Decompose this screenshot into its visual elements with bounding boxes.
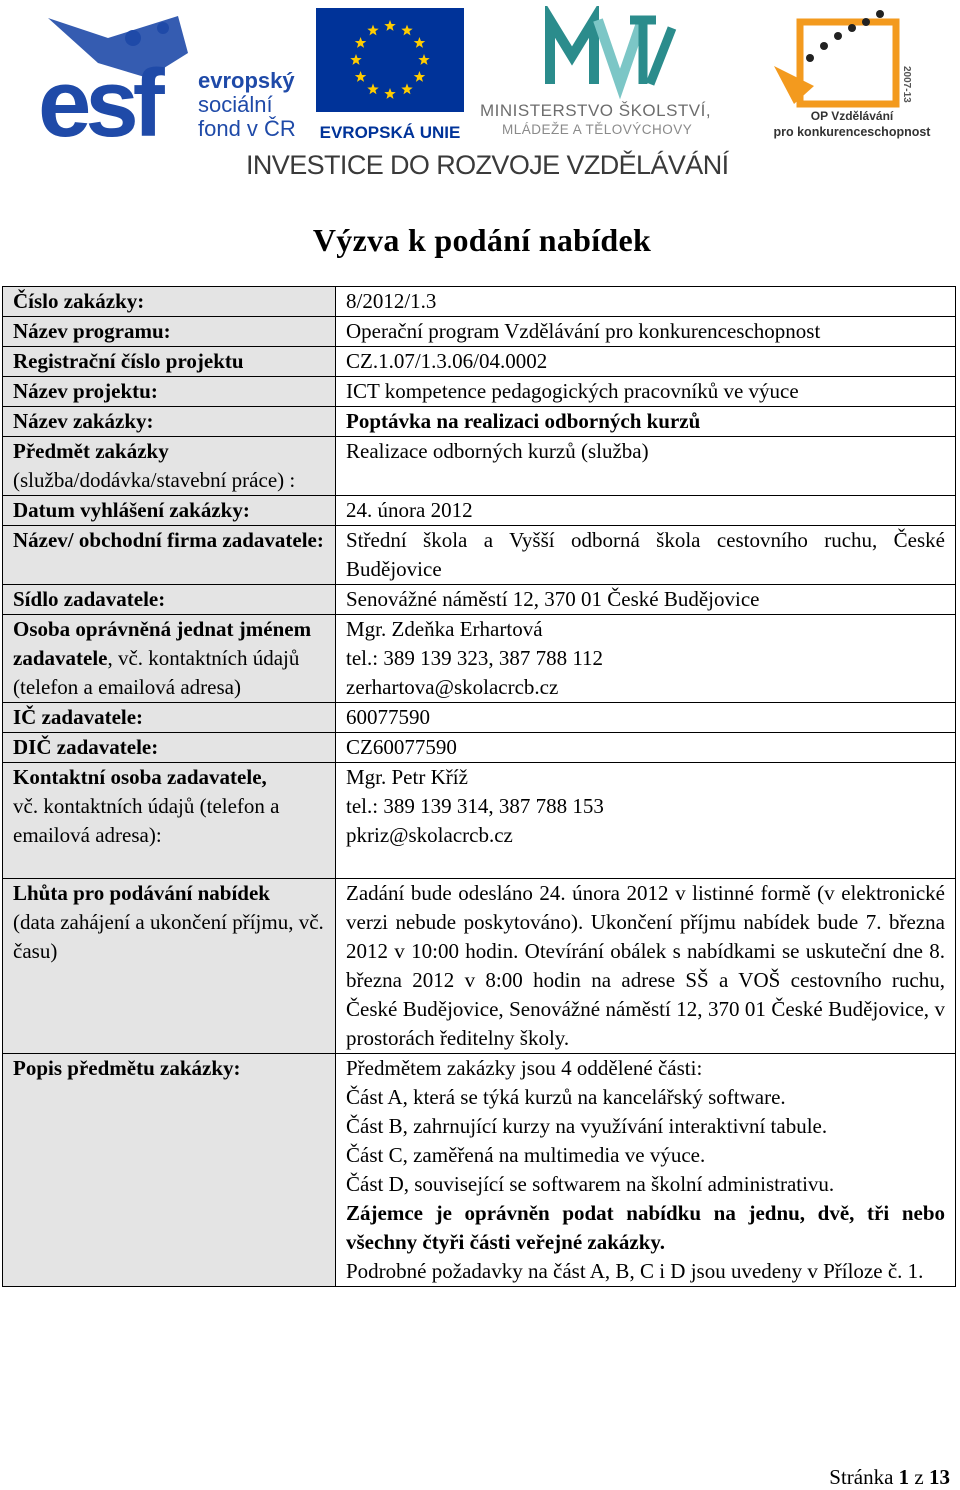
row-kontaktni-osoba [3,763,956,879]
label-nazev-zakazky: Název zakázky: [3,407,336,437]
logo-band [0,0,960,190]
popis-part-d: Část D, související se softwarem na školní administrativu. [346,1172,835,1196]
popis-part-a: Část A, která se týká kurzů na kancelářský software. [346,1085,786,1109]
msmt-line2: MLÁDEŽE A TĚLOVÝCHOVY [502,122,693,137]
label-ic: IČ zadavatele: [3,703,336,733]
label-obchodni-firma: Název/ obchodní firma zadavatele: [3,526,336,585]
value-datum-vyhlaseni: 24. února 2012 [336,496,956,526]
tender-info-table [2,286,956,1287]
row-datum-vyhlaseni [3,496,956,526]
row-cislo-zakazky [3,287,956,317]
page-number [829,1465,950,1490]
value-popis-predmetu [336,1054,956,1287]
value-nazev-programu: Operační program Vzdělávání pro konkurenceschopnost [336,317,956,347]
row-osoba-opravnena [3,615,956,703]
label-kontakt-b: vč. kontaktních údajů (telefon a emailová adresa): [13,794,280,847]
kontakt-name: Mgr. Petr Kříž [346,765,468,789]
label-osoba-a: Osoba oprávněná jednat jménem zadavatele [13,617,312,670]
page-number-prefix: Stránka [829,1465,899,1489]
page-number-middle: z [909,1465,929,1489]
investice-banner: INVESTICE DO ROZVOJE VZDĚLÁVÁNÍ [246,150,729,180]
value-registracni-cislo: CZ.1.07/1.3.06/04.0002 [336,347,956,377]
msmt-logo [480,6,748,146]
value-lhuta: Zadání bude odesláno 24. února 2012 v listinné formě (v elektronické verzi nebude poskytováno). Ukončení příjmu nabídek bude 7. března 2012 v 10:00 hodin. Otevírání obálek s nabídkami se uskuteční dne 8. března 2012 v 8:00 hodin na adrese SŠ a VOŠ cestovního ruchu, České Budějovice, Senovážné náměstí 12, 370 01 České Budějovice, v prostorách ředitelny školy. [336,879,956,1054]
row-dic [3,733,956,763]
label-popis-predmetu: Popis předmětu zakázky: [3,1054,336,1287]
label-predmet-b: (služba/dodávka/stavební práce) : [13,468,296,492]
value-sidlo: Senovážné náměstí 12, 370 01 České Budějovice [336,585,956,615]
page-number-current: 1 [898,1465,910,1489]
value-dic: CZ60077590 [336,733,956,763]
msmt-line1: MINISTERSTVO ŠKOLSTVÍ, [480,101,712,120]
row-registracni-cislo [3,347,956,377]
label-cislo-zakazky: Číslo zakázky: [3,287,336,317]
label-lhuta-b: (data zahájení a ukončení příjmu, vč. času) [13,910,324,963]
op-vzdelavani-logo [754,6,950,146]
page-title: Výzva k podání nabídek [312,222,652,258]
esf-line2: sociální [198,92,273,117]
label-dic: DIČ zadavatele: [3,733,336,763]
kontakt-phone: tel.: 389 139 314, 387 788 153 [346,794,604,818]
popis-part-c: Část C, zaměřená na multimedia ve výuce. [346,1143,706,1167]
value-kontaktni-osoba [336,763,956,879]
label-lhuta-a: Lhůta pro podávání nabídek [13,881,270,905]
label-kontaktni-osoba [3,763,336,879]
osoba-name: Mgr. Zdeňka Erhartová [346,617,543,641]
row-nazev-zakazky [3,407,956,437]
eu-flag-logo [314,8,468,148]
osoba-phone: tel.: 389 139 323, 387 788 112 [346,646,604,670]
op-years: 2007-13 [901,66,912,103]
label-nazev-projektu: Název projektu: [3,377,336,407]
label-predmet-a: Předmět zakázky [13,439,169,463]
label-lhuta [3,879,336,1054]
value-osoba-opravnena [336,615,956,703]
label-osoba-opravnena [3,615,336,703]
label-registracni-cislo: Registrační číslo projektu [3,347,336,377]
row-nazev-projektu [3,377,956,407]
value-ic: 60077590 [336,703,956,733]
value-nazev-projektu: ICT kompetence pedagogických pracovníků ve výuce [336,377,956,407]
value-cislo-zakazky: 8/2012/1.3 [336,287,956,317]
kontakt-email: pkriz@skolacrcb.cz [346,823,513,847]
eu-text: EVROPSKÁ UNIE [319,123,461,142]
row-sidlo [3,585,956,615]
label-nazev-programu: Název programu: [3,317,336,347]
esf-line3: fond v ČR [198,116,296,141]
op-line2: pro konkurenceschopnost [773,125,931,139]
value-nazev-zakazky: Poptávka na realizaci odborných kurzů [336,407,956,437]
popis-bold-note: Zájemce je oprávněn podat nabídku na jednu, dvě, tři nebo všechny čtyři části veřejné zakázky. [346,1201,945,1254]
label-sidlo: Sídlo zadavatele: [3,585,336,615]
op-line1: OP Vzdělávání [810,109,894,123]
row-obchodni-firma [3,526,956,585]
esf-logo [38,8,300,148]
page-number-total: 13 [929,1465,950,1489]
popis-part-b: Část B, zahrnující kurzy na využívání interaktivní tabule. [346,1114,828,1138]
label-predmet-zakazky [3,437,336,496]
popis-detail: Podrobné požadavky na část A, B, C i D jsou uvedeny v Příloze č. 1. [346,1259,924,1283]
osoba-email: zerhartova@skolacrcb.cz [346,675,559,699]
row-nazev-programu [3,317,956,347]
esf-line1: evropský [198,68,295,93]
label-kontakt-a: Kontaktní osoba zadavatele, [13,765,267,789]
label-osoba-b: , vč. kontaktních údajů (telefon a emailová adresa) [13,646,300,699]
value-predmet-zakazky: Realizace odborných kurzů (služba) [336,437,956,496]
row-popis-predmetu [3,1054,956,1287]
popis-intro: Předmětem zakázky jsou 4 oddělené části: [346,1056,703,1080]
row-predmet-zakazky [3,437,956,496]
esf-mark: esf [38,50,159,148]
value-obchodni-firma: Střední škola a Vyšší odborná škola cestovního ruchu, České Budějovice [336,526,956,585]
row-lhuta [3,879,956,1054]
row-ic [3,703,956,733]
label-datum-vyhlaseni: Datum vyhlášení zakázky: [3,496,336,526]
